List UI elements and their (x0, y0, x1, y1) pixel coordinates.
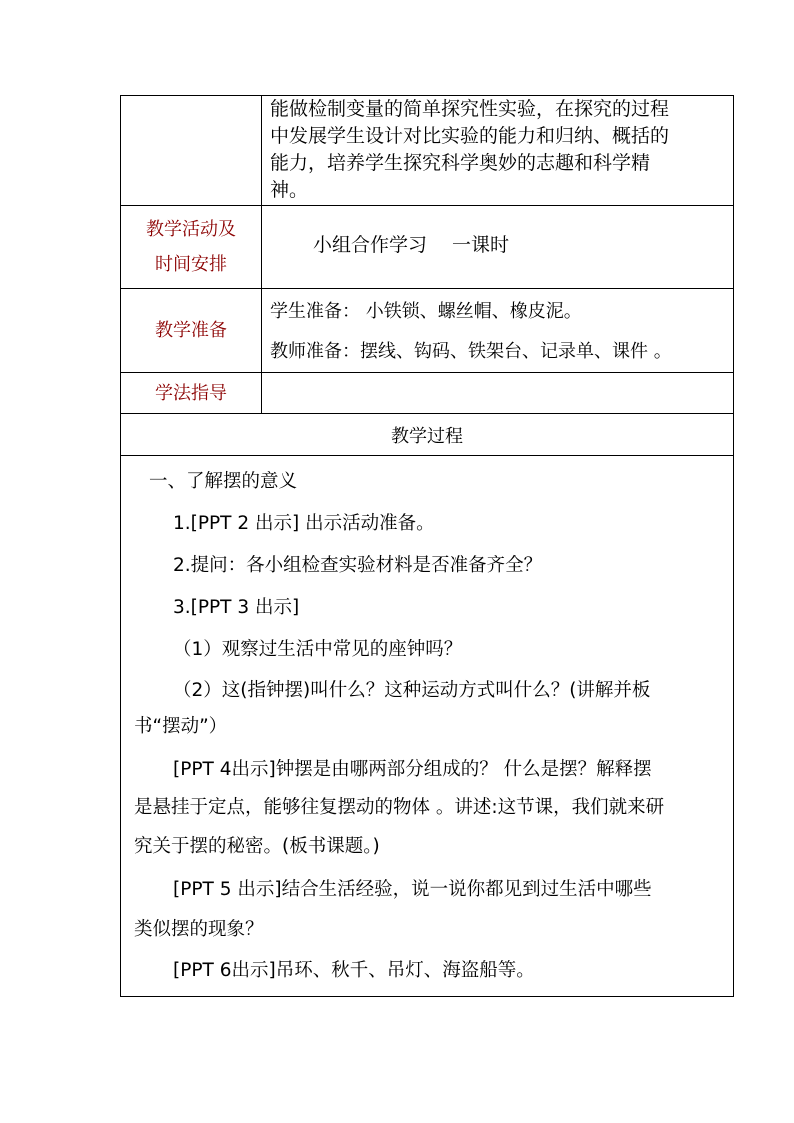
process-line: [PPT 6出示]吊环、秋千、吊灯、海盗船等。 (173, 960, 535, 981)
process-line: [PPT 5 出示]结合生活经验，说一说你都见到过生活中哪些 (173, 879, 652, 900)
process-body (121, 456, 733, 996)
preparation-cell (262, 289, 733, 372)
preparation-label-cell (121, 289, 262, 372)
process-line: 一、了解摆的意义 (149, 471, 298, 492)
goals-line: 能力，培养学生探究科学奥妙的志趣和科学精 (270, 152, 651, 174)
guidance-label-cell (121, 373, 262, 413)
process-line: 类似摆的现象？ (134, 919, 264, 940)
activity-text: 小组合作学习 一课时 (313, 234, 510, 256)
activity-label-line2: 时间安排 (155, 254, 227, 275)
process-line: [PPT 4出示]钟摆是由哪两部分组成的？ 什么是摆？解释摆 (173, 759, 652, 780)
goals-cell (262, 96, 733, 205)
teacher-preparation: 教师准备：摆线、钩码、铁架台、记录单、课件 。 (270, 341, 672, 362)
goals-line: 能做检制变量的简单探究性实验，在探究的过程 (270, 98, 670, 120)
process-line: 2.提问：各小组检查实验材料是否准备齐全？ (173, 555, 543, 576)
process-line: （1）观察过生活中常见的座钟吗？ (173, 639, 463, 660)
process-line: 1.[PPT 2 出示] 出示活动准备。 (173, 513, 435, 534)
process-line: 是悬挂于定点，能够往复摆动的物体 。讲述:这节课，我们就来研 (134, 797, 665, 818)
activity-label-line1: 教学活动及 (146, 219, 236, 240)
guidance-row (121, 373, 733, 414)
activity-cell (262, 206, 733, 288)
process-line: 究关于摆的秘密。(板书课题。) (134, 836, 380, 857)
preparation-label: 教学准备 (155, 320, 227, 341)
goals-line: 中发展学生设计对比实验的能力和归纳、概括的 (270, 125, 670, 147)
lesson-plan-table (120, 95, 734, 997)
preparation-row (121, 289, 733, 373)
activity-label-cell (121, 206, 262, 288)
goals-label-cell (121, 96, 262, 205)
student-preparation: 学生准备： 小铁锁、螺丝帽、橡皮泥。 (270, 301, 582, 322)
process-line: （2）这(指钟摆)叫什么？这种运动方式叫什么？(讲解并板 (173, 680, 651, 701)
process-heading: 教学过程 (391, 425, 463, 447)
goals-line: 神。 (270, 179, 309, 201)
goals-row (121, 96, 733, 206)
guidance-label: 学法指导 (155, 382, 227, 404)
activity-row (121, 206, 733, 289)
process-line: 书“摆动”） (134, 716, 228, 737)
process-heading-row (121, 414, 733, 456)
process-line: 3.[PPT 3 出示] (173, 597, 300, 618)
goals-text (270, 96, 730, 204)
guidance-cell (262, 373, 733, 413)
